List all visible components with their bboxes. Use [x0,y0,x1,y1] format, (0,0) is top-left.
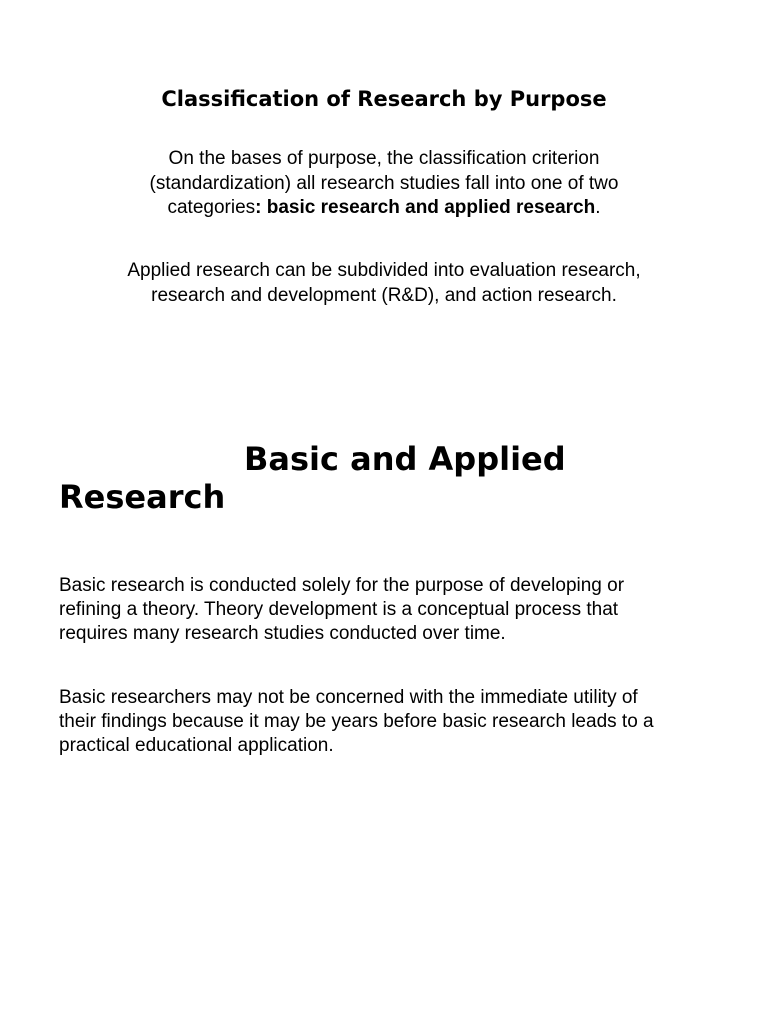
paragraph-line: their findings because it may be years before basic research leads to a [59,711,654,732]
page-title: Classification of Research by Purpose [161,87,607,111]
paragraph-line: Basic researchers may not be concerned with the immediate utility of [59,687,638,708]
paragraph-line: Basic research is conducted solely for the purpose of developing or [59,575,625,596]
paragraph-line: refining a theory. Theory development is a conceptual process that [59,599,619,620]
intro-line-2: (standardization) all research studies fall into one of two [149,172,619,194]
applied-line-1: Applied research can be subdivided into evaluation research, [127,260,641,281]
intro-line-3-prefix: categories [167,197,256,218]
section-heading-line-2: Research [59,478,226,516]
paragraph-line: practical educational application. [59,735,334,756]
basic-researchers-paragraph [59,686,709,758]
section-heading [59,440,709,516]
intro-paragraph [84,147,684,221]
intro-line-3-suffix: . [595,197,601,218]
intro-line-1: On the bases of purpose, the classification criterion [168,148,600,169]
section-heading-line-1: Basic and Applied [244,440,566,478]
applied-line-2: research and development (R&D), and action research. [151,284,617,306]
intro-emphasis: : basic research and applied research [255,197,596,218]
basic-research-paragraph [59,574,709,646]
applied-research-paragraph [84,259,684,308]
paragraph-line: requires many research studies conducted over time. [59,623,506,644]
